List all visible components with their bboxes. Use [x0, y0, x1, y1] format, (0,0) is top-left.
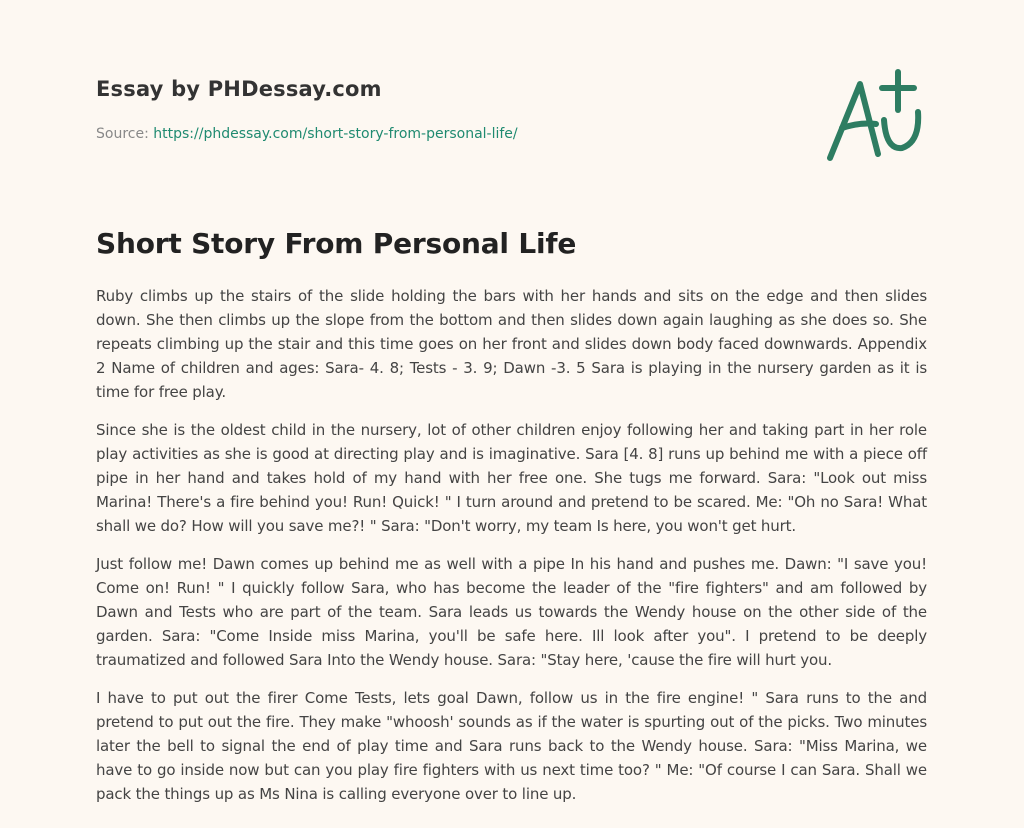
a-plus-logo-svg: [820, 66, 930, 166]
essay-body: [96, 284, 927, 820]
source-line: [96, 124, 696, 144]
essay-paragraph: I have to put out the firer Come Tests, lets goal Dawn, follow us in the fire engine! " Sara runs to the and pretend to put out the fire. They make "whoosh' sounds as if the water is spurting out of the picks. Two minutes later the bell to signal the end of play time and Sara runs back to the Wendy house. Sara: "Miss Marina, we have to go inside now but can you play fire fighters with us next time too? " Me: "Of course I can Sara. Shall we pack the things up as Ms Nina is calling everyone over to line up.: [96, 689, 927, 803]
essay-paragraph: Ruby climbs up the stairs of the slide holding the bars with her hands and sits on the edge and then slides down. She then climbs up the slope from the bottom and then slides down again laughing as she does so. She repeats climbing up the stair and this time goes on her front and slides down body faced downwards. Appendix 2 Name of children and ages: Sara- 4. 8; Tests - 3. 9; Dawn -3. 5 Sara is playing in the nursery garden as it is time for free play.: [96, 287, 927, 401]
source-link[interactable]: https://phdessay.com/short-story-from-personal-life/: [153, 126, 518, 142]
essay-paragraph: Just follow me! Dawn comes up behind me as well with a pipe In his hand and pushes me. Dawn: "I save you! Come on! Run! " I quickly follow Sara, who has become the leader of the "fire fighters" and am followed by Dawn and Tests who are part of the team. Sara leads us towards the Wendy house on the other side of the garden. Sara: "Come Inside miss Marina, you'll be safe here. Ill look after you". I pretend to be deeply traumatized and followed Sara Into the Wendy house. Sara: "Stay here, 'cause the fire will hurt you.: [96, 555, 927, 669]
essay-title: Short Story From Personal Life: [96, 227, 577, 260]
essay-header: [96, 74, 696, 144]
essay-paragraph: Since she is the oldest child in the nursery, lot of other children enjoy following her and taking part in her role play activities as she is good at directing play and is imaginative. Sara [4. 8] runs up behind me with a piece off pipe in her hand and takes hold of my hand with her free one. She tugs me forward. Sara: "Look out miss Marina! There's a fire behind you! Run! Quick! " I turn around and pretend to be scared. Me: "Oh no Sara! What shall we do? How will you save me?! " Sara: "Don't worry, my team Is here, you won't get hurt.: [96, 421, 927, 535]
source-label: Source:: [96, 126, 149, 142]
a-plus-logo-icon: [820, 66, 930, 166]
site-brand: Essay by PHDessay.com: [96, 77, 382, 101]
